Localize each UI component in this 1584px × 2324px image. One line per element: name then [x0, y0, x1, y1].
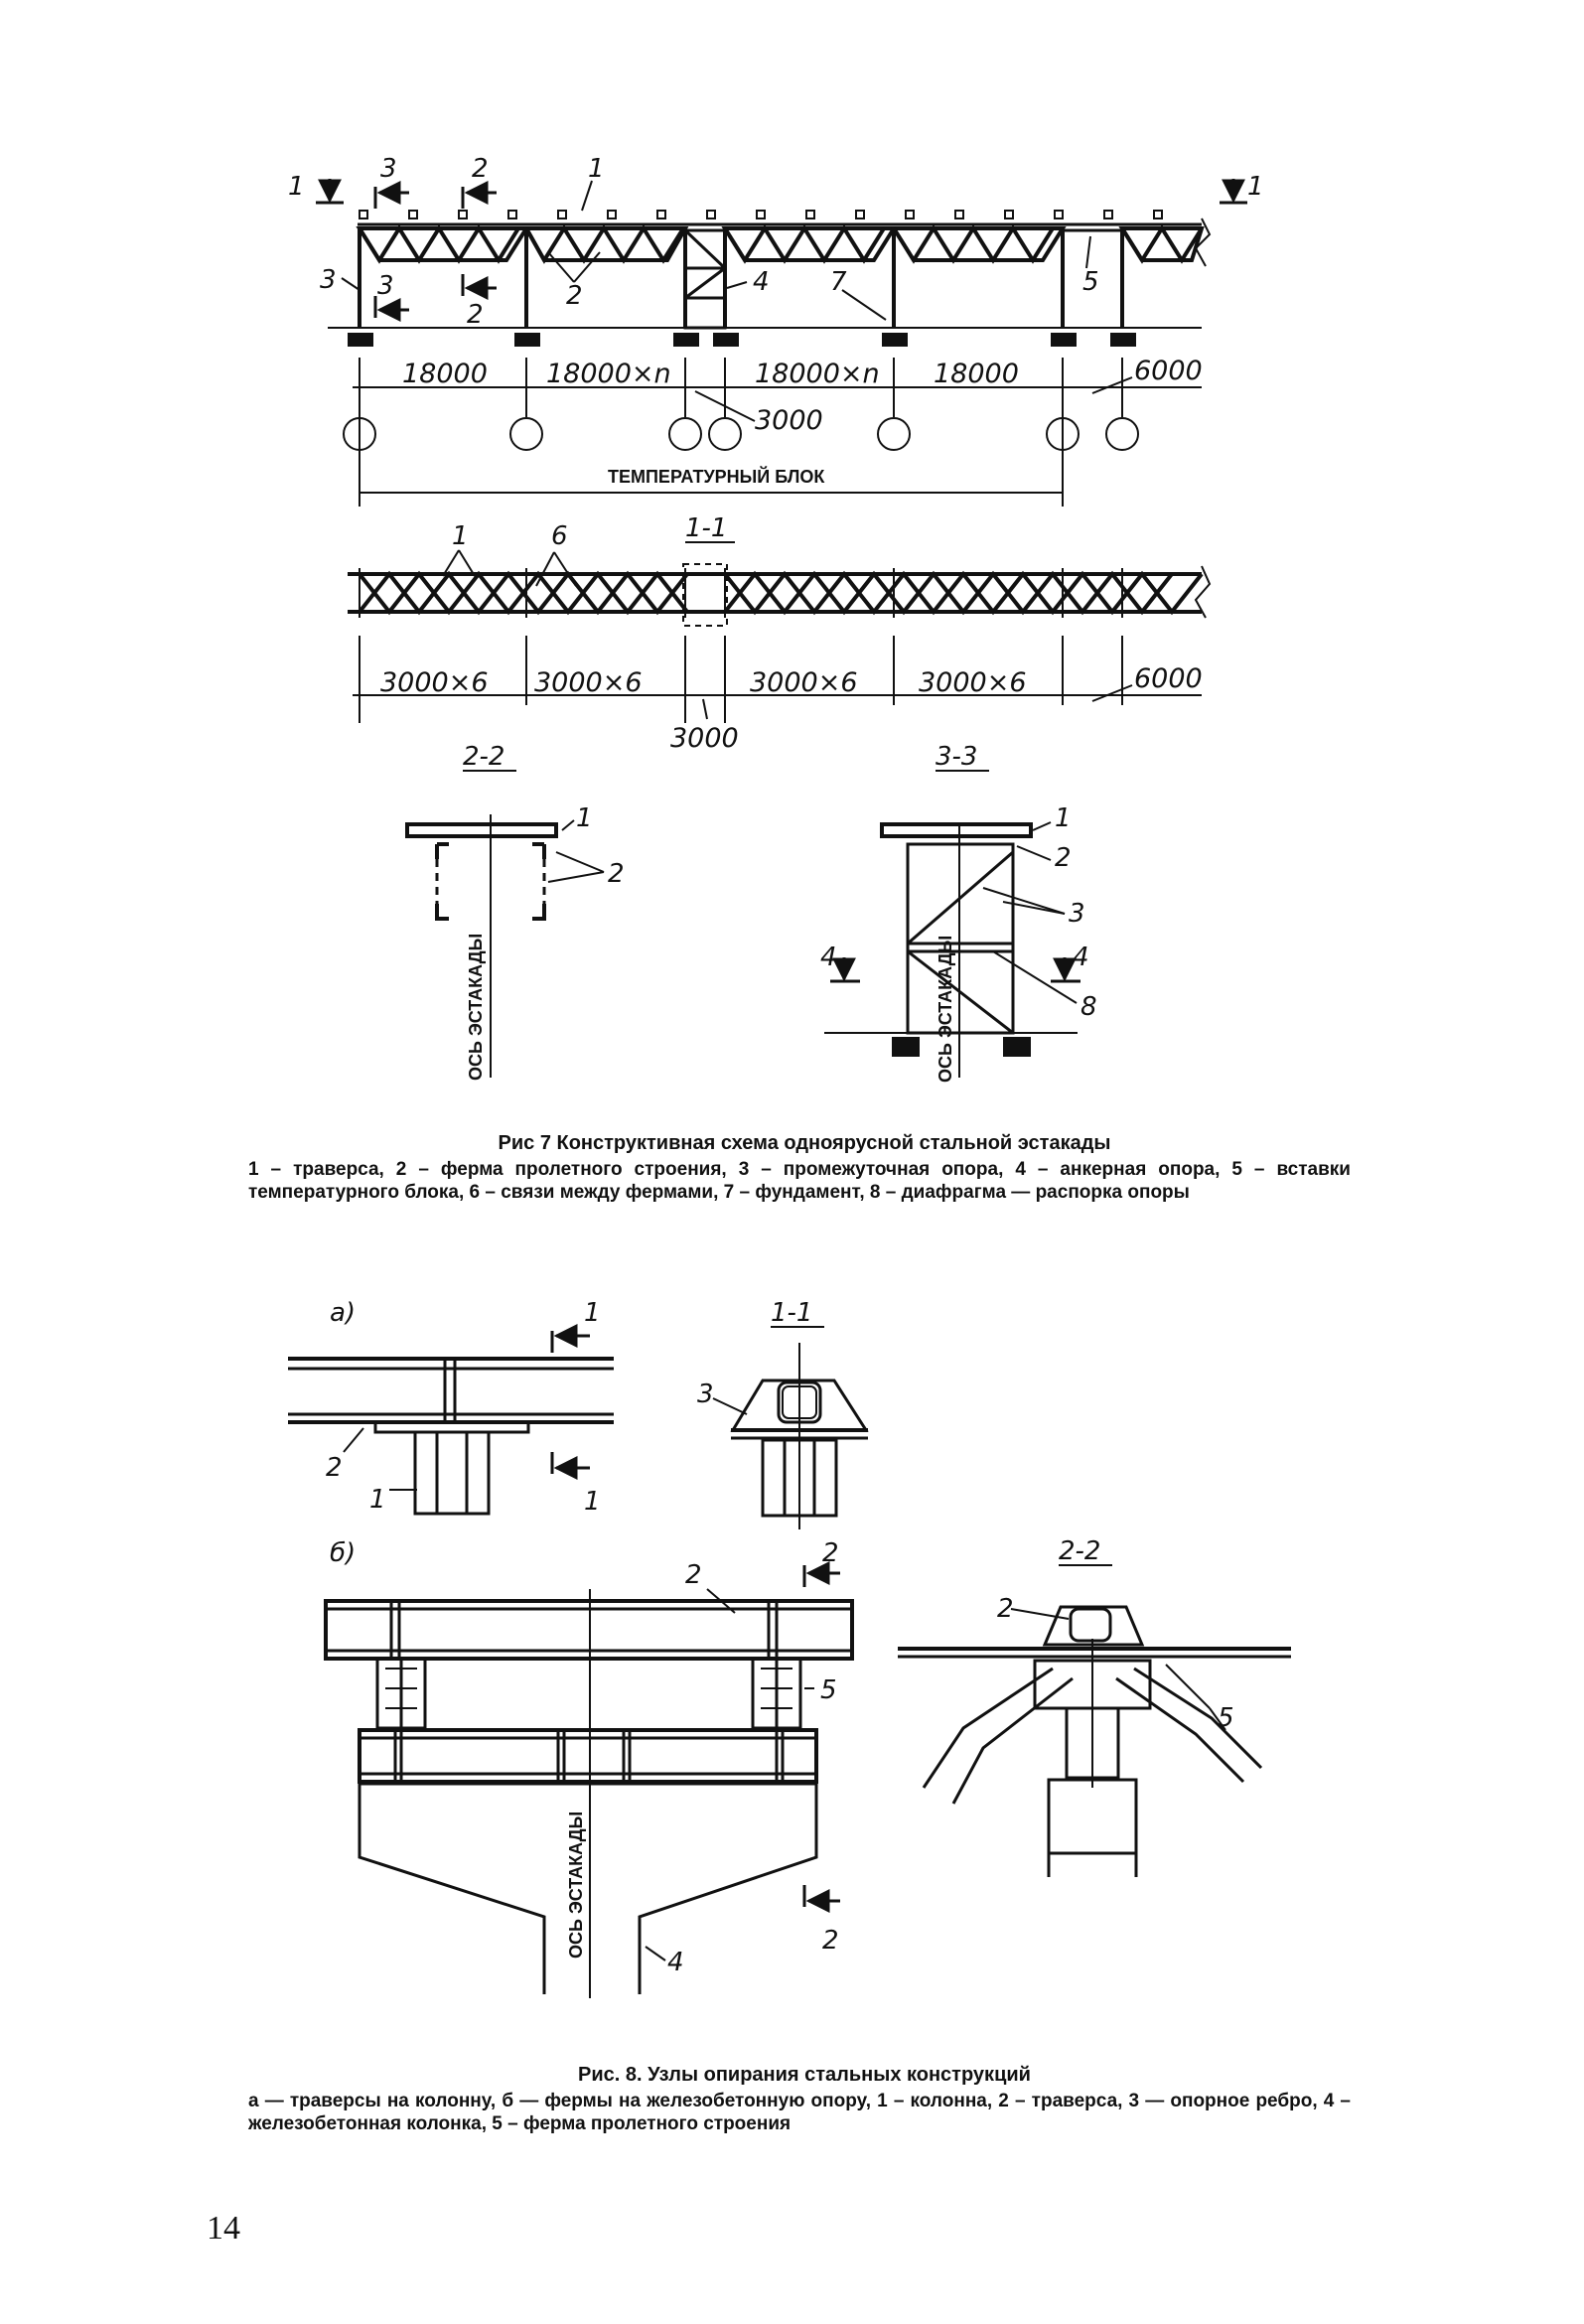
callout-8: 8 [1080, 992, 1097, 1022]
temperature-block-label: ТЕМПЕРАТУРНЫЙ БЛОК [608, 467, 825, 487]
callout-5: 5 [1082, 267, 1099, 297]
fig8-2-2-drawing [898, 1607, 1291, 1877]
dim-label: 6000 [1134, 663, 1203, 694]
dim-label: 3000×6 [750, 667, 858, 698]
callout-2: 2 [685, 1560, 702, 1590]
axis-label: ОСЬ ЭСТАКАДЫ [566, 1811, 586, 1959]
callout-3: 3 [697, 1380, 714, 1409]
callout-2: 2 [997, 1594, 1014, 1624]
dim-label: 18000×n [755, 359, 880, 389]
section-label: 3 [380, 154, 397, 184]
page-number: 14 [207, 2210, 240, 2247]
callout-1: 1 [452, 521, 469, 551]
fig7-caption-body: 1 – траверса, 2 – ферма пролетного строения, 3 – промежуточная опора, 4 – анкерная опора, 5 – вставки температурного блока, 6 – связи между фермами, 7 – фундамент, 8 – диафрагма — распорка опоры [248, 1159, 1351, 1203]
callout-2: 2 [608, 859, 625, 889]
dim-label: 18000 [934, 359, 1019, 389]
fig8b-drawing [326, 1565, 852, 1998]
section-label: 1 [1247, 172, 1264, 202]
callout-1: 1 [576, 803, 593, 833]
section-label: 1 [288, 172, 305, 202]
axis-label: ОСЬ ЭСТАКАДЫ [466, 933, 486, 1081]
dim-label: 18000 [402, 359, 488, 389]
callout-1: 1 [588, 154, 605, 184]
dim-label: 18000×n [546, 359, 671, 389]
dim-label: 3000×6 [919, 667, 1027, 698]
section-3-3-foundations [892, 1037, 1031, 1057]
section-label: 2 [472, 154, 489, 184]
fig8-section-2-2: 2-2 [1059, 1536, 1101, 1566]
callout-3: 3 [1069, 899, 1085, 929]
callout-4: 4 [667, 1948, 684, 1977]
fig8-label-b: б) [330, 1538, 357, 1568]
callout-2: 2 [566, 281, 583, 311]
fig7-plan-truss [348, 550, 1210, 626]
callout-1: 1 [584, 1487, 601, 1517]
callout-1: 1 [584, 1298, 601, 1328]
fig7-caption-title: Рис 7 Конструктивная схема одноярусной стальной эстакады [498, 1132, 1111, 1154]
section-2-2-title: 2-2 [463, 742, 505, 772]
fig8-label-a: а) [330, 1298, 357, 1328]
callout-5: 5 [1218, 1703, 1234, 1733]
callout-4: 4 [820, 943, 837, 972]
axis-label: ОСЬ ЭСТАКАДЫ [936, 935, 955, 1083]
callout-2: 2 [1055, 843, 1072, 873]
fig8-1-1-drawing [713, 1343, 868, 1529]
callout-2: 2 [822, 1926, 839, 1956]
section-3-3-title: 3-3 [936, 742, 978, 772]
callout-4: 4 [753, 267, 770, 297]
dim-label: 3000 [670, 723, 739, 754]
callout-2: 2 [822, 1538, 839, 1568]
fig8-caption-title: Рис. 8. Узлы опирания стальных конструкций [578, 2064, 1031, 2086]
section-label: 3 [377, 271, 394, 301]
dim-label: 3000×6 [380, 667, 489, 698]
fig8a-drawing [288, 1331, 614, 1514]
dim-label: 6000 [1134, 356, 1203, 386]
fig8-section-1-1: 1-1 [771, 1298, 813, 1328]
fig7-section-marks [316, 179, 1247, 318]
section-2-2-drawing [407, 814, 604, 1078]
callout-5: 5 [820, 1675, 837, 1705]
callout-1: 1 [1055, 803, 1072, 833]
dim-label: 3000 [755, 405, 823, 436]
callout-3: 3 [320, 265, 337, 295]
callout-4: 4 [1073, 943, 1089, 972]
dim-label: 3000×6 [534, 667, 643, 698]
callout-6: 6 [551, 521, 568, 551]
callout-7: 7 [830, 267, 847, 297]
section-label: 2 [467, 300, 484, 330]
fig8-caption-body: а — траверсы на колонну, б — фермы на железобетонную опору, 1 – колонна, 2 – траверса, 3 — опорное ребро, 4 – железобетонная колонка, 5 – ферма пролетного строения [248, 2091, 1351, 2134]
callout-2: 2 [326, 1453, 343, 1483]
plan-title: 1-1 [685, 513, 728, 543]
callout-1: 1 [369, 1485, 386, 1515]
